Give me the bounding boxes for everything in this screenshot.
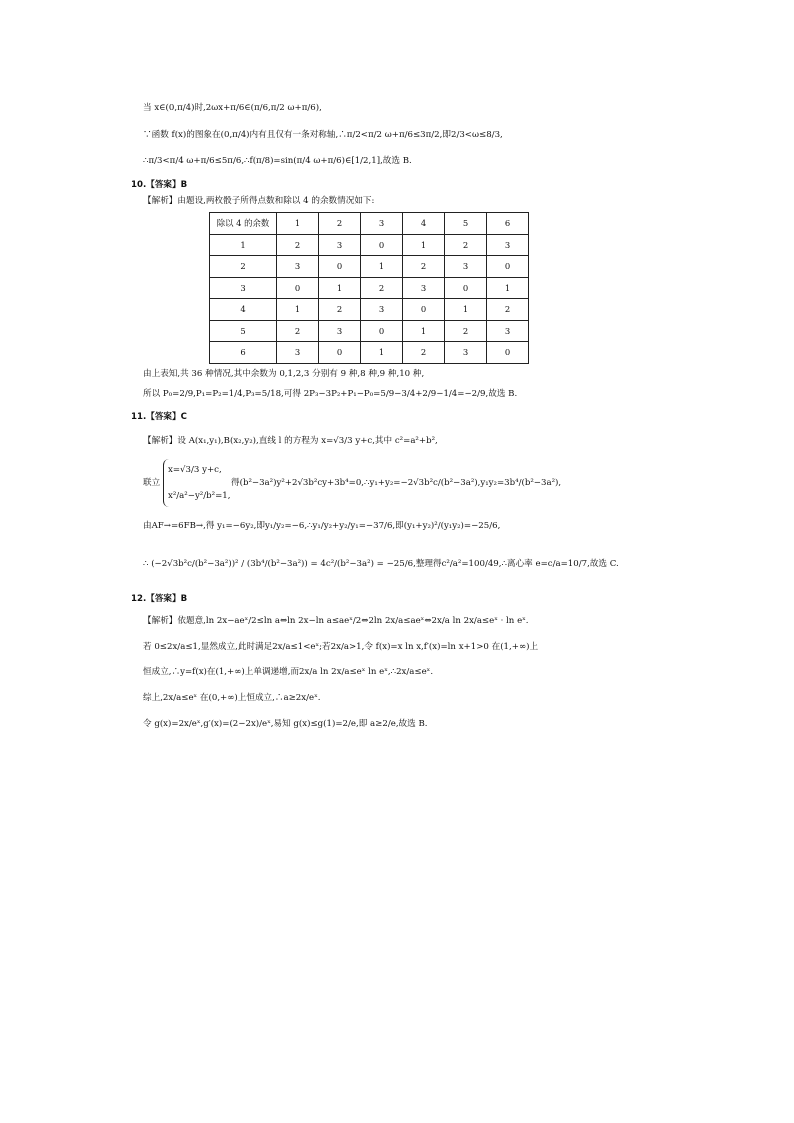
q12-line-4: 综上,2x/a≤eˣ 在(0,+∞)上恒成立,∴a≥2x/eˣ. <box>143 693 321 703</box>
table-cell: 1 <box>403 234 445 256</box>
table-cell: 1 <box>277 299 319 321</box>
table-row <box>210 320 529 342</box>
table-cell: 3 <box>277 342 319 364</box>
q12-line-5: 令 g(x)=2x/eˣ,g′(x)=(2−2x)/eˣ,易知 g(x)≤g(1)=2/e,即 a≥2/e,故选 B. <box>143 719 428 729</box>
table-cell: 0 <box>319 256 361 278</box>
table-row <box>210 256 529 278</box>
q10-answer: 10.【答案】B <box>131 180 188 190</box>
table-cell: 2 <box>487 299 529 321</box>
q10-after-2: 所以 P₀=2/9,P₁=P₂=1/4,P₃=5/18,可得 2P₃−3P₂+P₁−P₀=5/9−3/4+2/9−1/4=−2/9,故选 B. <box>143 389 518 399</box>
table-cell: 3 <box>210 277 277 299</box>
table-cell: 2 <box>361 277 403 299</box>
table-cell: 1 <box>403 320 445 342</box>
q11-line-4: ∴ (−2√3b²c/(b²−3a²))² / (3b⁴/(b²−3a²)) = 4c²/(b²−3a²) = −25/6,整理得c²/a²=100/49,∴离心率 e=c/a=10/7,故选 C. <box>143 559 619 569</box>
table-cell: 2 <box>319 299 361 321</box>
table-cell: 3 <box>487 234 529 256</box>
q9-line-1: 当 x∈(0,π/4)时,2ωx+π/6∈(π/6,π/2 ω+π/6), <box>143 103 322 113</box>
table-cell: 0 <box>277 277 319 299</box>
table-cell: 2 <box>277 234 319 256</box>
table-cell: 3 <box>403 277 445 299</box>
table-cell: 2 <box>277 320 319 342</box>
q12-line-1: 【解析】依题意,ln 2x−aeˣ/2≤ln a⇔ln 2x−ln a≤aeˣ/2⇔2ln 2x/a≤aeˣ⇔2x/a ln 2x/a≤eˣ · ln eˣ. <box>143 616 529 626</box>
table-cell: 3 <box>319 234 361 256</box>
table-cell: 0 <box>487 342 529 364</box>
table-header-cell: 1 <box>277 213 319 235</box>
table-cell: 1 <box>445 299 487 321</box>
table-cell: 0 <box>445 277 487 299</box>
table-header-cell: 4 <box>403 213 445 235</box>
table-cell: 0 <box>361 234 403 256</box>
table-cell: 1 <box>487 277 529 299</box>
table-cell: 3 <box>277 256 319 278</box>
q11-line-1: 【解析】设 A(x₁,y₁),B(x₂,y₂),直线 l 的方程为 x=√3/3 y+c,其中 c²=a²+b², <box>143 436 438 446</box>
table-header-cell: 5 <box>445 213 487 235</box>
table-cell: 1 <box>361 342 403 364</box>
q12-line-3: 恒成立,∴y=f(x)在(1,+∞)上单调递增,而2x/a ln 2x/a≤eˣ ln eˣ,∴2x/a≤eˣ. <box>143 667 434 677</box>
table-cell: 4 <box>210 299 277 321</box>
table-cell: 1 <box>319 277 361 299</box>
table-header-cell: 3 <box>361 213 403 235</box>
q10-analysis: 【解析】由题设,两枚骰子所得点数和除以 4 的余数情况如下: <box>143 196 375 206</box>
table-cell: 3 <box>487 320 529 342</box>
table-row <box>210 299 529 321</box>
q11-answer: 11.【答案】C <box>131 412 187 422</box>
table-cell: 2 <box>403 342 445 364</box>
q11-line-3: 由AF→=6FB→,得 y₁=−6y₂,即y₁/y₂=−6,∴y₁/y₂+y₂/y₁=−37/6,即(y₁+y₂)²/(y₁y₂)=−25/6, <box>143 521 501 531</box>
table-row <box>210 277 529 299</box>
table-cell: 2 <box>210 256 277 278</box>
q9-line-3: ∴π/3<π/4 ω+π/6≤5π/6,∴f(π/8)=sin(π/4 ω+π/6)∈[1/2,1],故选 B. <box>143 156 412 166</box>
table-cell: 3 <box>445 342 487 364</box>
table-cell: 3 <box>361 299 403 321</box>
table-cell: 0 <box>487 256 529 278</box>
table-cell: 3 <box>445 256 487 278</box>
table-row <box>210 342 529 364</box>
q11-system-eq-2: x²/a²−y²/b²=1, <box>168 491 231 501</box>
table-cell: 1 <box>210 234 277 256</box>
table-cell: 0 <box>403 299 445 321</box>
table-header-row <box>210 213 529 235</box>
q12-answer: 12.【答案】B <box>131 594 188 604</box>
table-cell: 2 <box>445 320 487 342</box>
remainder-table <box>209 212 529 364</box>
q12-line-2: 若 0≤2x/a≤1,显然成立,此时满足2x/a≤1<eˣ;若2x/a>1,令 f(x)=x ln x,f′(x)=ln x+1>0 在(1,+∞)上 <box>143 642 539 652</box>
table-header-cell: 2 <box>319 213 361 235</box>
table-cell: 5 <box>210 320 277 342</box>
table-cell: 1 <box>361 256 403 278</box>
table-row <box>210 234 529 256</box>
q11-line-2: 得(b²−3a²)y²+2√3b²cy+3b⁴=0,∴y₁+y₂=−2√3b²c/(b²−3a²),y₁y₂=3b⁴/(b²−3a²), <box>231 478 562 488</box>
q9-line-2: ∵函数 f(x)的图象在(0,π/4)内有且仅有一条对称轴,∴π/2<π/2 ω+π/6≤3π/2,即2/3<ω≤8/3, <box>143 130 503 140</box>
q11-system-eq-1: x=√3/3 y+c, <box>168 465 222 475</box>
q11-joint-label: 联立 <box>143 478 161 488</box>
table-cell: 0 <box>319 342 361 364</box>
table-header-cell: 6 <box>487 213 529 235</box>
q10-after-1: 由上表知,共 36 种情况,其中余数为 0,1,2,3 分别有 9 种,8 种,9 种,10 种, <box>143 369 425 379</box>
table-header-cell: 除以 4 的余数 <box>210 213 277 235</box>
table-cell: 2 <box>445 234 487 256</box>
table-cell: 6 <box>210 342 277 364</box>
table-cell: 0 <box>361 320 403 342</box>
table-cell: 2 <box>403 256 445 278</box>
table-cell: 3 <box>319 320 361 342</box>
